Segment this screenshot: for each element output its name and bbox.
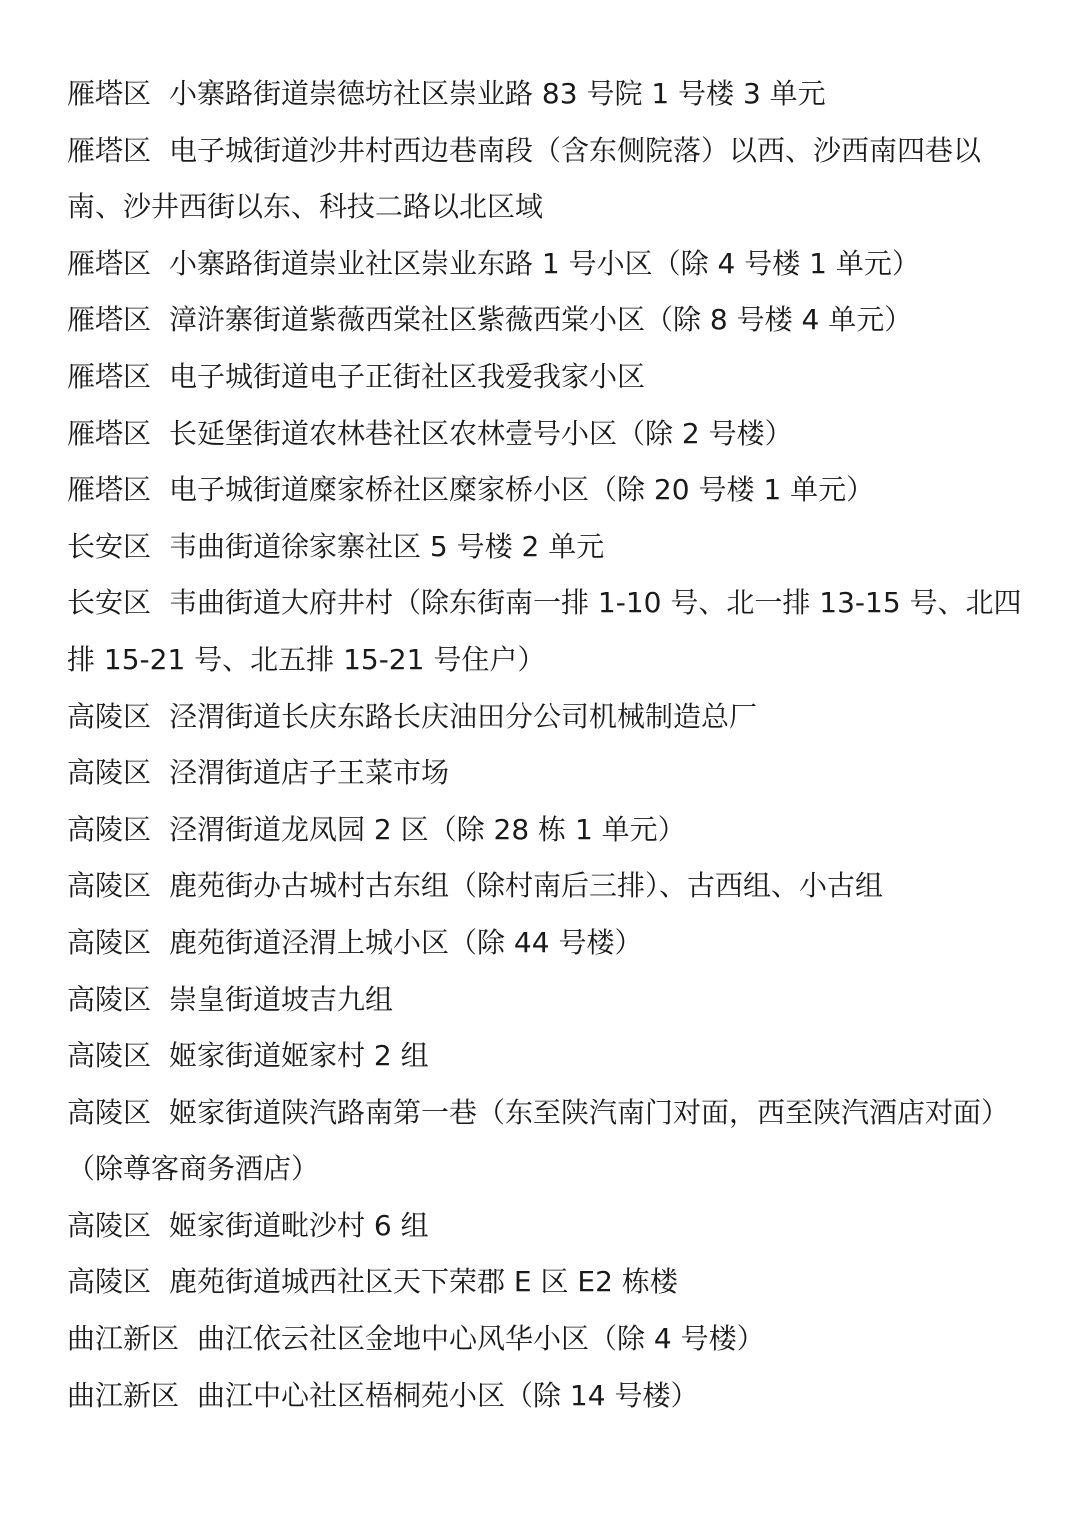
area-detail: 鹿苑街办古城村古东组（除村南后三排）、古西组、小古组	[169, 869, 884, 903]
district-label: 雁塔区	[67, 77, 152, 110]
area-list	[67, 66, 1027, 1424]
area-detail: 姬家街道姬家村 2 组	[169, 1039, 429, 1073]
district-label: 高陵区	[67, 1039, 152, 1073]
area-detail: 泾渭街道店子王菜市场	[169, 756, 450, 790]
list-item	[67, 1368, 1027, 1425]
list-item	[67, 66, 1027, 123]
district-label: 高陵区	[67, 699, 152, 733]
area-detail: （除尊客商务酒店）	[67, 1152, 320, 1186]
list-item	[67, 406, 1027, 463]
area-detail: 曲江中心社区梧桐苑小区（除 14 号楼）	[197, 1378, 699, 1412]
area-detail: 漳浒寨街道紫薇西棠社区紫薇西棠小区（除 8 号楼 4 单元）	[169, 303, 913, 337]
list-item	[67, 858, 1027, 915]
list-item	[67, 689, 1027, 746]
area-detail: 鹿苑街道泾渭上城小区（除 44 号楼）	[169, 925, 643, 959]
list-item	[67, 292, 1027, 349]
list-item	[67, 1085, 1027, 1142]
area-detail: 电子城街道电子正街社区我爱我家小区	[169, 359, 646, 393]
list-item	[67, 1198, 1027, 1255]
list-item	[67, 519, 1027, 576]
area-detail: 排 15-21 号、北五排 15-21 号住户）	[67, 642, 546, 676]
list-item	[67, 575, 1027, 632]
district-label: 雁塔区	[67, 303, 152, 337]
area-detail: 崇皇街道坡吉九组	[169, 982, 394, 1016]
district-label: 高陵区	[67, 869, 152, 903]
area-detail: 小寨路街道崇德坊社区崇业路 83 号院 1 号楼 3 单元	[169, 77, 826, 110]
area-detail: 韦曲街道大府井村（除东街南一排 1-10 号、北一排 13-15 号、北四	[169, 586, 1022, 620]
list-item	[67, 802, 1027, 859]
district-label: 高陵区	[67, 756, 152, 790]
area-detail: 姬家街道毗沙村 6 组	[169, 1208, 429, 1242]
list-item	[67, 123, 1027, 180]
area-detail: 小寨路街道崇业社区崇业东路 1 号小区（除 4 号楼 1 单元）	[169, 246, 920, 280]
district-label: 高陵区	[67, 1265, 152, 1299]
area-detail: 韦曲街道徐家寨社区 5 号楼 2 单元	[169, 529, 605, 563]
district-label: 长安区	[67, 529, 152, 563]
list-item	[67, 1028, 1027, 1085]
area-detail: 姬家街道陕汽路南第一巷（东至陕汽南门对面，西至陕汽酒店对面）	[169, 1095, 1010, 1129]
district-label: 曲江新区	[67, 1322, 180, 1356]
list-item-continuation	[67, 1141, 1027, 1198]
district-label: 高陵区	[67, 1095, 152, 1129]
district-label: 高陵区	[67, 1208, 152, 1242]
area-detail: 泾渭街道长庆东路长庆油田分公司机械制造总厂	[169, 699, 758, 733]
list-item-continuation	[67, 632, 1027, 689]
district-label: 长安区	[67, 586, 152, 620]
list-item	[67, 236, 1027, 293]
list-item	[67, 462, 1027, 519]
list-item	[67, 972, 1027, 1029]
area-detail: 电子城街道沙井村西边巷南段（含东侧院落）以西、沙西南四巷以	[169, 133, 982, 167]
district-label: 高陵区	[67, 812, 152, 846]
area-detail: 曲江依云社区金地中心风华小区（除 4 号楼）	[197, 1322, 765, 1356]
district-label: 雁塔区	[67, 133, 152, 167]
area-detail: 鹿苑街道城西社区天下荣郡 E 区 E2 栋楼	[169, 1265, 678, 1299]
list-item	[67, 1254, 1027, 1311]
district-label: 雁塔区	[67, 473, 152, 507]
district-label: 高陵区	[67, 982, 152, 1016]
district-label: 雁塔区	[67, 359, 152, 393]
district-label: 雁塔区	[67, 246, 152, 280]
district-label: 高陵区	[67, 925, 152, 959]
list-item-continuation	[67, 179, 1027, 236]
area-detail: 长延堡街道农林巷社区农林壹号小区（除 2 号楼）	[169, 416, 793, 450]
list-item	[67, 349, 1027, 406]
area-detail: 电子城街道糜家桥社区糜家桥小区（除 20 号楼 1 单元）	[169, 473, 875, 507]
district-label: 雁塔区	[67, 416, 152, 450]
list-item	[67, 1311, 1027, 1368]
list-item	[67, 915, 1027, 972]
area-detail: 泾渭街道龙凤园 2 区（除 28 栋 1 单元）	[169, 812, 686, 846]
list-item	[67, 745, 1027, 802]
area-detail: 南、沙井西街以东、科技二路以北区域	[67, 190, 544, 224]
district-label: 曲江新区	[67, 1378, 180, 1412]
